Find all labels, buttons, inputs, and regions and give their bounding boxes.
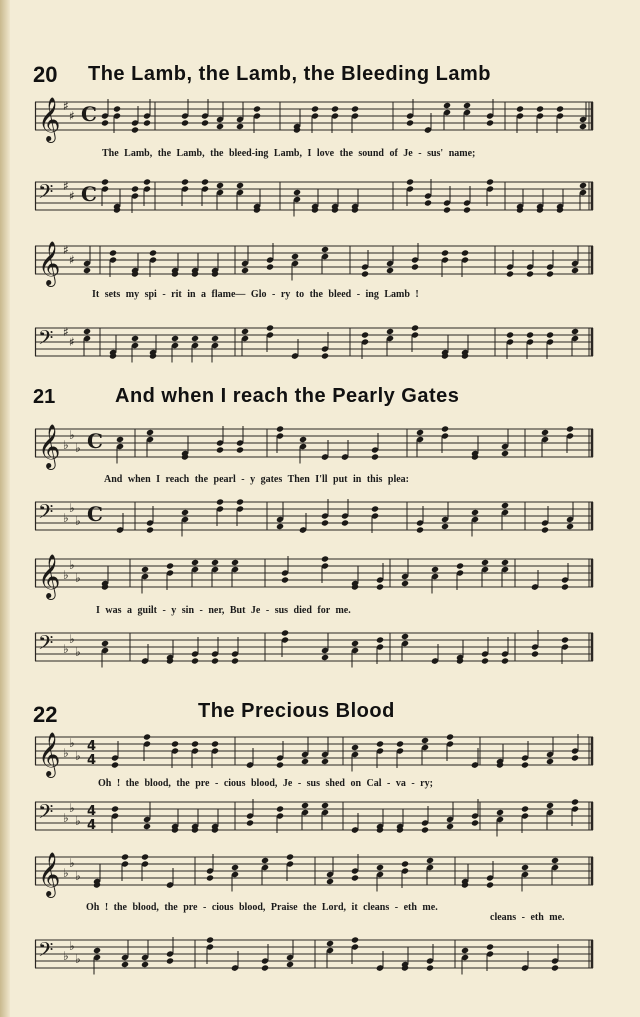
note-icon: [171, 810, 179, 834]
note-icon: [536, 190, 544, 214]
note-icon: [166, 562, 174, 590]
bass-clef-icon: 𝄢: [38, 631, 54, 659]
note-icon: [526, 250, 534, 278]
note-icon: [461, 865, 469, 889]
bass-clef-icon: 𝄢: [38, 326, 54, 354]
note-icon: [441, 249, 449, 277]
treble-clef-icon: 𝄞: [38, 732, 61, 776]
sharp-icon: ♯: [63, 243, 69, 257]
note-icon: [331, 190, 339, 214]
note-icon: [253, 190, 261, 214]
lyric-line: I was a guilt - y sin - ner, But Je - sus died for me.: [96, 605, 351, 616]
sharp-icon: ♯: [63, 99, 69, 113]
note-icon: [566, 425, 574, 453]
staff-drawing: [35, 800, 593, 840]
flat-icon: ♭: [63, 438, 69, 452]
note-icon: [181, 437, 189, 461]
flat-icon: ♭: [69, 736, 75, 750]
hymn-title: The Lamb, the Lamb, the Bleeding Lamb: [88, 63, 491, 85]
note-icon: [406, 178, 414, 206]
note-icon: [101, 99, 109, 127]
note-icon: [401, 860, 409, 888]
note-icon: [113, 105, 121, 133]
note-icon: [456, 562, 464, 590]
sharp-icon: ♯: [69, 335, 75, 349]
note-icon: [376, 810, 384, 834]
staff-treble: [35, 554, 593, 598]
note-icon: [171, 254, 179, 278]
note-icon: [561, 563, 569, 591]
note-icon: [411, 243, 419, 271]
note-icon: [191, 810, 199, 834]
note-icon: [396, 810, 404, 834]
flat-icon: ♭: [63, 511, 69, 525]
staff-bass: [35, 631, 593, 664]
note-icon: [506, 250, 514, 278]
note-icon: [396, 740, 404, 768]
note-icon: [541, 506, 549, 534]
flat-icon: ♭: [75, 814, 81, 828]
note-icon: [461, 336, 469, 360]
note-icon: [93, 865, 101, 889]
note-icon: [206, 854, 214, 882]
note-icon: [143, 733, 151, 761]
common-time-icon: C: [87, 429, 103, 453]
note-icon: [131, 254, 139, 278]
note-icon: [201, 178, 209, 206]
note-icon: [321, 332, 329, 360]
note-icon: [441, 336, 449, 360]
sharp-icon: ♯: [69, 109, 75, 123]
treble-clef-icon: 𝄞: [38, 554, 61, 598]
note-icon: [426, 944, 434, 972]
note-icon: [191, 254, 199, 278]
flat-icon: ♭: [69, 428, 75, 442]
note-icon: [216, 498, 224, 526]
treble-clef-icon: 𝄞: [38, 241, 61, 285]
staff-drawing: [35, 241, 593, 285]
sharp-icon: ♯: [63, 325, 69, 339]
note-icon: [401, 948, 409, 972]
note-icon: [463, 186, 471, 214]
note-icon: [236, 426, 244, 454]
hymn-number: 21: [33, 386, 56, 408]
note-icon: [276, 805, 284, 833]
note-icon: [371, 433, 379, 461]
flat-icon: ♭: [63, 746, 69, 760]
note-icon: [406, 99, 414, 127]
lyric-line: Oh ! the blood, the pre - cious blood, Praise the Lord, it cleans - eth me.: [86, 902, 438, 913]
note-icon: [293, 110, 301, 134]
note-icon: [216, 426, 224, 454]
note-icon: [211, 740, 219, 768]
note-icon: [266, 324, 274, 352]
note-icon: [331, 105, 339, 133]
note-icon: [206, 936, 214, 964]
note-icon: [501, 637, 509, 665]
flat-icon: ♭: [75, 952, 81, 966]
hymn-title: And when I reach the Pearly Gates: [115, 385, 460, 407]
bass-clef-icon: 𝄢: [38, 500, 54, 528]
note-icon: [121, 853, 129, 881]
note-icon: [486, 178, 494, 206]
staff-bass: [35, 938, 593, 971]
note-icon: [421, 806, 429, 834]
common-time-icon: C: [87, 502, 103, 526]
note-icon: [496, 745, 504, 769]
note-icon: [516, 105, 524, 133]
staff-bass: [35, 500, 593, 533]
note-icon: [446, 733, 454, 761]
flat-icon: ♭: [75, 869, 81, 883]
note-icon: [171, 740, 179, 768]
note-icon: [556, 105, 564, 133]
note-icon: [521, 805, 529, 833]
note-icon: [461, 249, 469, 277]
note-icon: [141, 853, 149, 881]
note-icon: [236, 498, 244, 526]
note-icon: [211, 254, 219, 278]
note-icon: [361, 250, 369, 278]
note-icon: [109, 336, 117, 360]
time-signature-icon: 4: [87, 739, 97, 754]
note-icon: [253, 105, 261, 133]
note-icon: [351, 105, 359, 133]
note-icon: [556, 190, 564, 214]
lyric-line: It sets my spi - rit in a flame— Glo - ry to the bleed - ing Lamb !: [92, 289, 419, 300]
staff-bass: [35, 180, 593, 213]
note-icon: [351, 936, 359, 964]
note-icon: [371, 505, 379, 533]
note-icon: [571, 734, 579, 762]
common-time-icon: C: [81, 102, 97, 126]
flat-icon: ♭: [75, 571, 81, 585]
time-signature-icon: 4: [87, 753, 97, 768]
note-icon: [376, 740, 384, 768]
note-icon: [181, 99, 189, 127]
note-icon: [551, 944, 559, 972]
staff-drawing: [35, 631, 593, 671]
note-icon: [111, 741, 119, 769]
note-icon: [481, 637, 489, 665]
flat-icon: ♭: [69, 801, 75, 815]
note-icon: [276, 425, 284, 453]
flat-icon: ♭: [69, 939, 75, 953]
flat-icon: ♭: [75, 514, 81, 528]
note-icon: [376, 636, 384, 664]
note-icon: [376, 563, 384, 591]
note-icon: [561, 636, 569, 664]
note-icon: [471, 437, 479, 461]
note-icon: [149, 336, 157, 360]
note-icon: [546, 250, 554, 278]
note-icon: [101, 567, 109, 591]
note-icon: [201, 99, 209, 127]
note-icon: [521, 741, 529, 769]
staff-treble: [35, 852, 593, 896]
staff-treble: [35, 424, 593, 468]
note-icon: [211, 810, 219, 834]
note-icon: [143, 178, 151, 206]
note-icon: [441, 425, 449, 453]
note-icon: [166, 937, 174, 965]
staff-treble: [35, 241, 593, 285]
note-icon: [311, 190, 319, 214]
staff-drawing: [35, 326, 593, 366]
flat-icon: ♭: [69, 632, 75, 646]
note-icon: [146, 506, 154, 534]
staff-drawing: [35, 97, 593, 141]
staff-treble: [35, 97, 593, 141]
note-icon: [546, 331, 554, 359]
note-icon: [341, 499, 349, 527]
flat-icon: ♭: [69, 501, 75, 515]
flat-icon: ♭: [69, 558, 75, 572]
staff-drawing: [35, 180, 593, 220]
treble-clef-icon: 𝄞: [38, 424, 61, 468]
note-icon: [131, 106, 139, 134]
time-signature-icon: 4: [87, 818, 97, 833]
staff-drawing: [35, 852, 593, 896]
staff-drawing: [35, 500, 593, 540]
note-icon: [351, 854, 359, 882]
lyric-line: Oh ! the blood, the pre - cious blood, Je - sus shed on Cal - va - ry;: [98, 778, 433, 789]
note-icon: [516, 190, 524, 214]
lyric-line: And when I reach the pearl - y gates Then I'll put in this plea:: [104, 474, 409, 485]
note-icon: [321, 499, 329, 527]
note-icon: [261, 944, 269, 972]
time-signature-icon: 4: [87, 804, 97, 819]
note-icon: [486, 861, 494, 889]
note-icon: [131, 185, 139, 213]
hymn-number: 20: [33, 62, 58, 87]
note-icon: [191, 637, 199, 665]
flat-icon: ♭: [63, 866, 69, 880]
note-icon: [443, 186, 451, 214]
note-icon: [311, 105, 319, 133]
staff-drawing: [35, 732, 593, 776]
lyric-line: The Lamb, the Lamb, the bleed-ing Lamb, I love the sound of Je - sus' name;: [102, 148, 476, 159]
staff-drawing: [35, 938, 593, 978]
flat-icon: ♭: [63, 811, 69, 825]
note-icon: [143, 99, 151, 127]
note-icon: [536, 105, 544, 133]
flat-icon: ♭: [63, 568, 69, 582]
bass-clef-icon: 𝄢: [38, 938, 54, 966]
note-icon: [361, 331, 369, 359]
bass-clef-icon: 𝄢: [38, 800, 54, 828]
note-icon: [416, 506, 424, 534]
sharp-icon: ♯: [63, 179, 69, 193]
note-icon: [526, 331, 534, 359]
lyric-line: cleans - eth me.: [490, 912, 565, 923]
note-icon: [471, 799, 479, 827]
note-icon: [281, 556, 289, 584]
note-icon: [113, 190, 121, 214]
note-icon: [351, 567, 359, 591]
staff-treble: [35, 732, 593, 776]
flat-icon: ♭: [75, 441, 81, 455]
page-binding-edge: [0, 0, 10, 1017]
note-icon: [181, 178, 189, 206]
sharp-icon: ♯: [69, 189, 75, 203]
note-icon: [321, 555, 329, 583]
note-icon: [411, 324, 419, 352]
note-icon: [571, 798, 579, 826]
note-icon: [266, 243, 274, 271]
note-icon: [191, 740, 199, 768]
note-icon: [531, 630, 539, 658]
note-icon: [149, 249, 157, 277]
flat-icon: ♭: [75, 749, 81, 763]
note-icon: [109, 249, 117, 277]
note-icon: [211, 637, 219, 665]
flat-icon: ♭: [69, 856, 75, 870]
note-icon: [166, 641, 174, 665]
staff-drawing: [35, 554, 593, 598]
note-icon: [506, 331, 514, 359]
note-icon: [101, 178, 109, 206]
bass-clef-icon: 𝄢: [38, 180, 54, 208]
note-icon: [276, 741, 284, 769]
note-icon: [456, 641, 464, 665]
sharp-icon: ♯: [69, 253, 75, 267]
note-icon: [231, 637, 239, 665]
hymn-number: 22: [33, 702, 58, 727]
flat-icon: ♭: [75, 645, 81, 659]
note-icon: [351, 190, 359, 214]
flat-icon: ♭: [63, 949, 69, 963]
note-icon: [111, 805, 119, 833]
flat-icon: ♭: [63, 642, 69, 656]
note-icon: [486, 943, 494, 971]
note-icon: [424, 179, 432, 207]
note-icon: [286, 853, 294, 881]
note-icon: [246, 799, 254, 827]
treble-clef-icon: 𝄞: [38, 852, 61, 896]
note-icon: [281, 629, 289, 657]
note-icon: [486, 99, 494, 127]
staff-bass: [35, 800, 593, 833]
hymn-title: The Precious Blood: [198, 700, 395, 722]
treble-clef-icon: 𝄞: [38, 97, 61, 141]
staff-bass: [35, 326, 593, 359]
common-time-icon: C: [81, 182, 97, 206]
staff-drawing: [35, 424, 593, 468]
